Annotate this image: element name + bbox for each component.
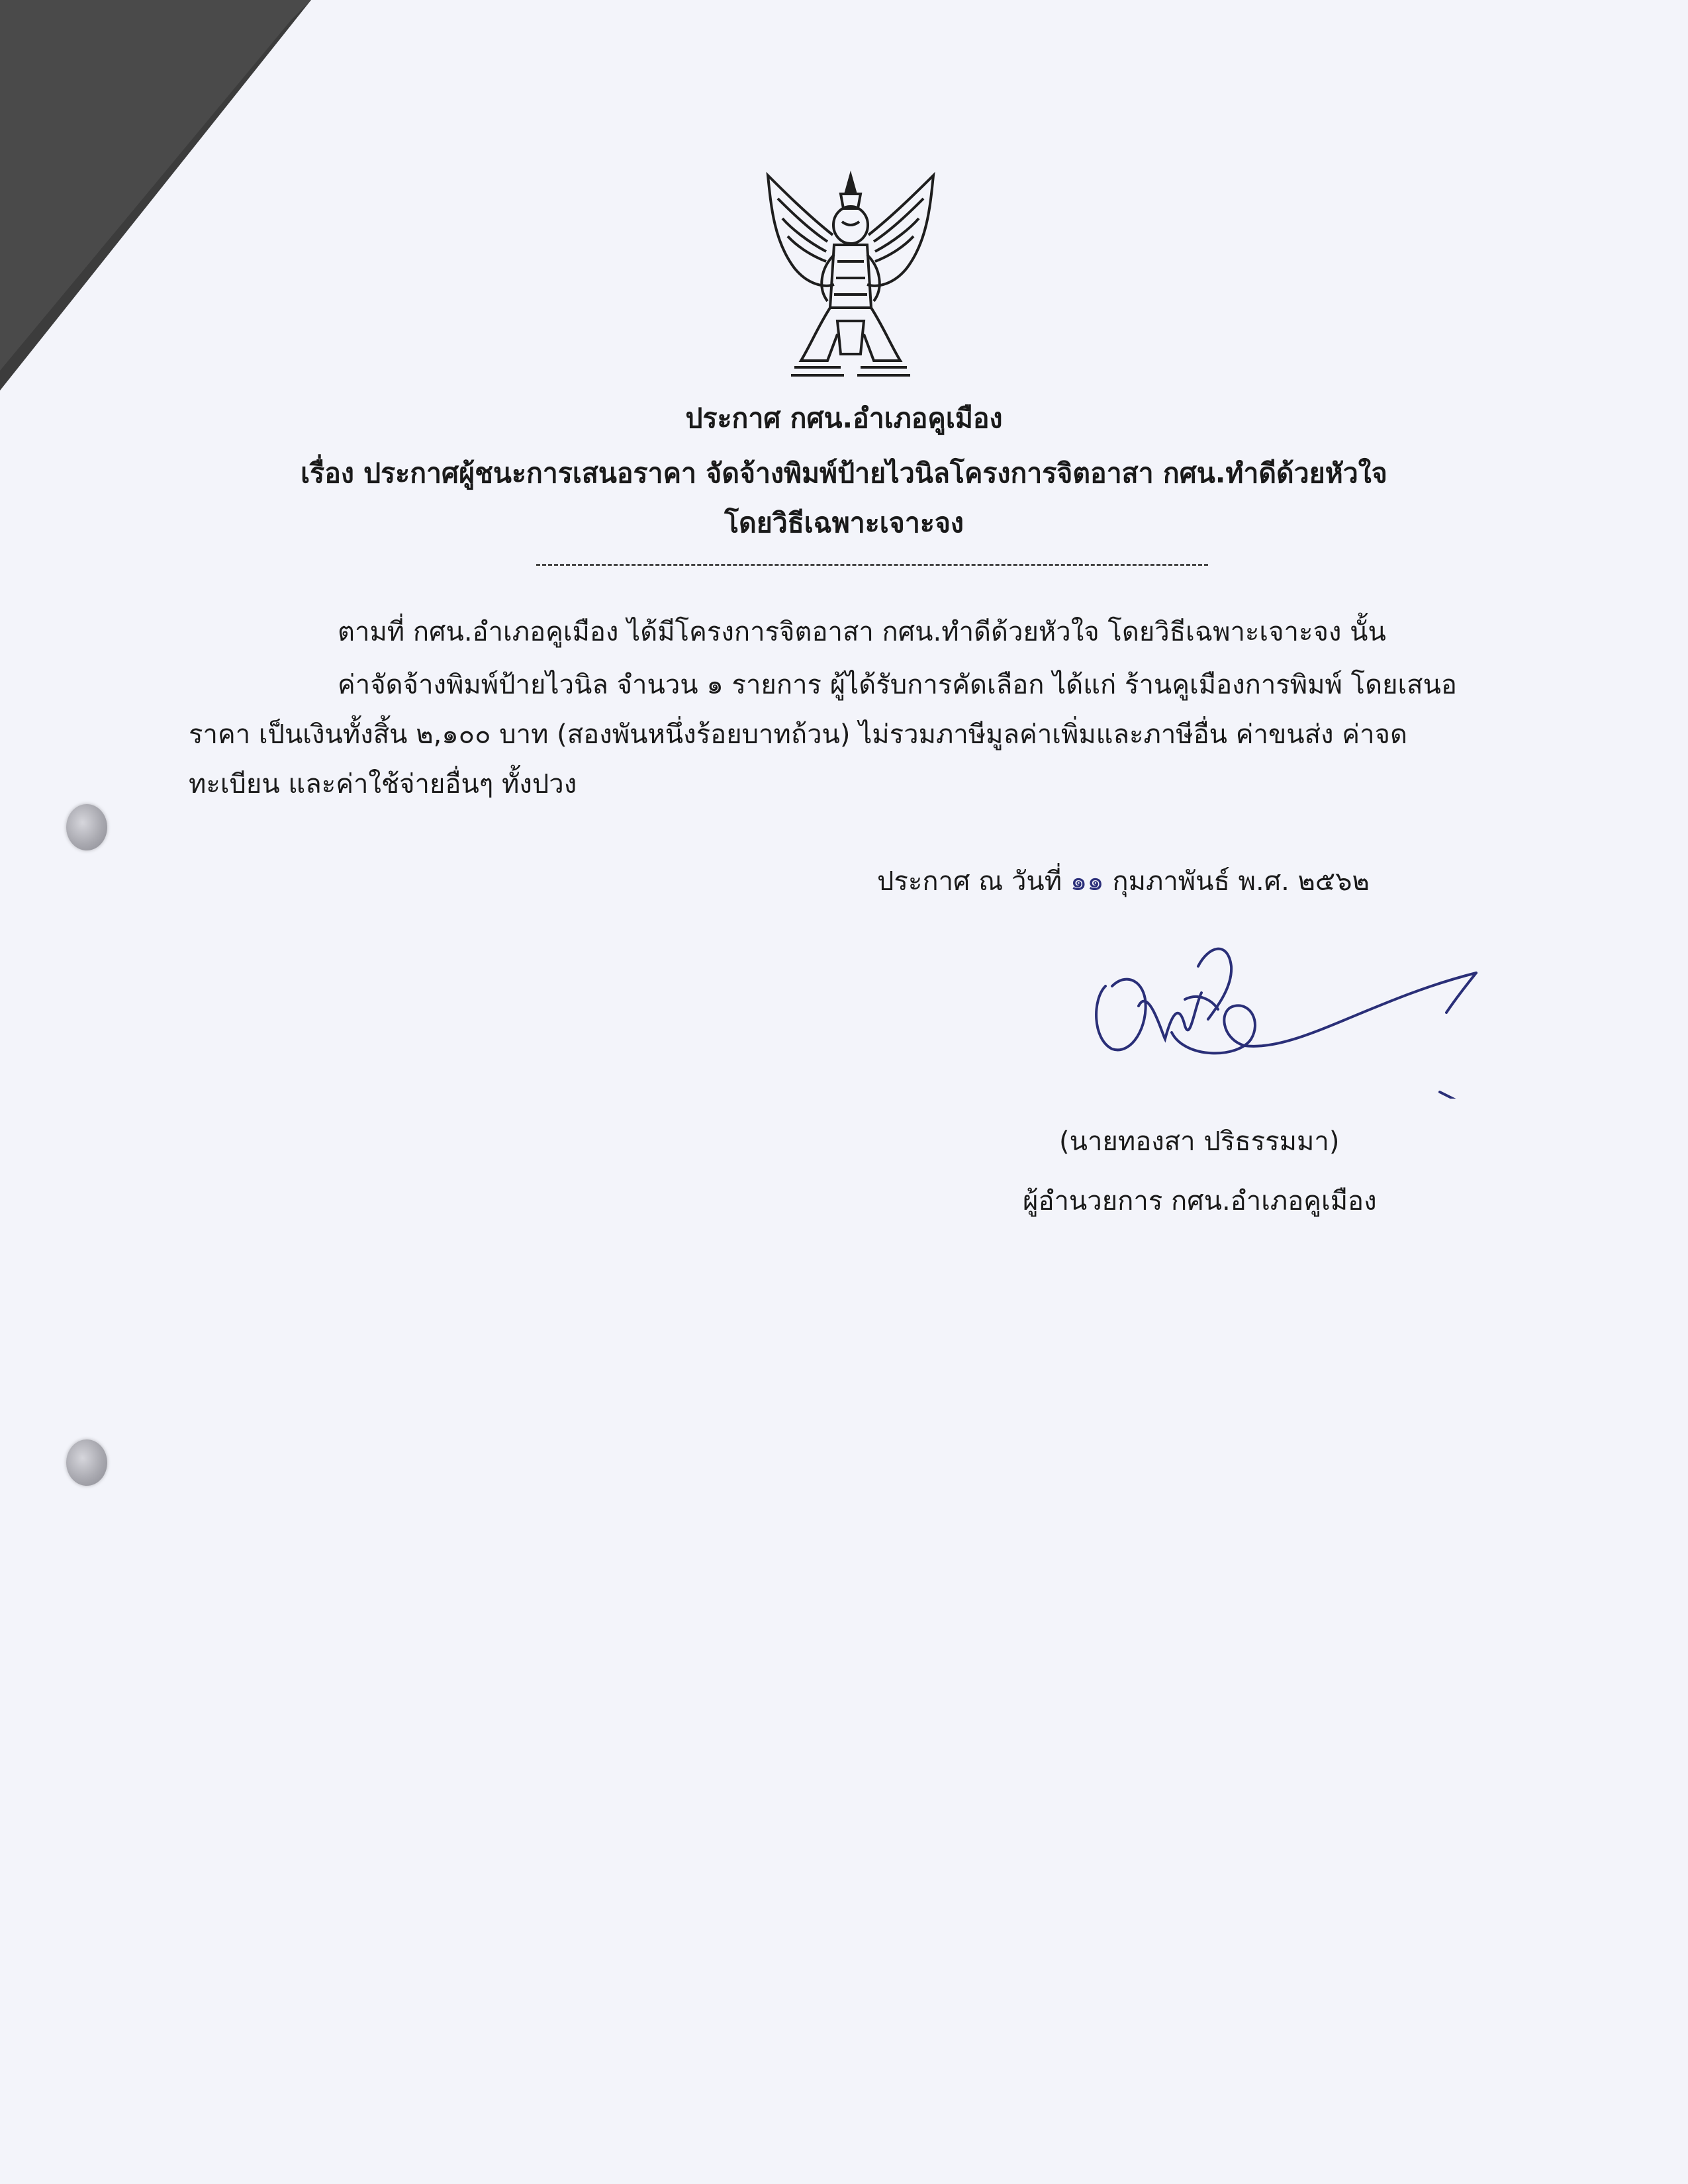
paragraph-line-4: ทะเบียน และค่าใช้จ่ายอื่นๆ ทั้งปวง [189,769,577,799]
scan-shadow [0,0,318,397]
date-month-year: กุมภาพันธ์ พ.ศ. ๒๕๖๒ [1112,866,1370,897]
divider-line [536,564,1208,566]
signer-name: (นายทองสา ปริธรรมมา) [1059,1126,1340,1157]
garuda-emblem [755,162,947,394]
signer-title: ผู้อำนวยการ กศน.อำเภอคูเมือง [1023,1186,1377,1216]
announcement-date [877,862,1370,901]
paragraph-line-1: ตามที่ กศน.อำเภอคูเมือง ได้มีโครงการจิตอาสา กศน.ทำดีด้วยหัวใจ โดยวิธีเฉพาะเจาะจง นั้น [338,617,1386,647]
announcement-heading: ประกาศ กศน.อำเภอคูเมือง [685,402,1003,434]
date-prefix: ประกาศ ณ วันที่ [877,866,1062,897]
signature-image [1086,927,1496,1099]
punch-hole-top [66,804,107,850]
punch-hole-bottom [66,1439,107,1486]
paragraph-line-2: ค่าจัดจ้างพิมพ์ป้ายไวนิล จำนวน ๑ รายการ ผู้ได้รับการคัดเลือก ได้แก่ ร้านคูเมืองการพิมพ์ โดยเสนอ [338,670,1457,700]
procurement-method: โดยวิธีเฉพาะเจาะจง [724,507,964,539]
paragraph-line-3: ราคา เป็นเงินทั้งสิ้น ๒,๑๐๐ บาท (สองพันหนึ่งร้อยบาทถ้วน) ไม่รวมภาษีมูลค่าเพิ่มและภาษีอื่น ค่าขนส่ง ค่าจด [189,719,1407,750]
date-day: ๑๑ [1070,866,1104,897]
announcement-subject: เรื่อง ประกาศผู้ชนะการเสนอราคา จัดจ้างพิมพ์ป้ายไวนิลโครงการจิตอาสา กศน.ทำดีด้วยหัวใจ [301,457,1387,489]
